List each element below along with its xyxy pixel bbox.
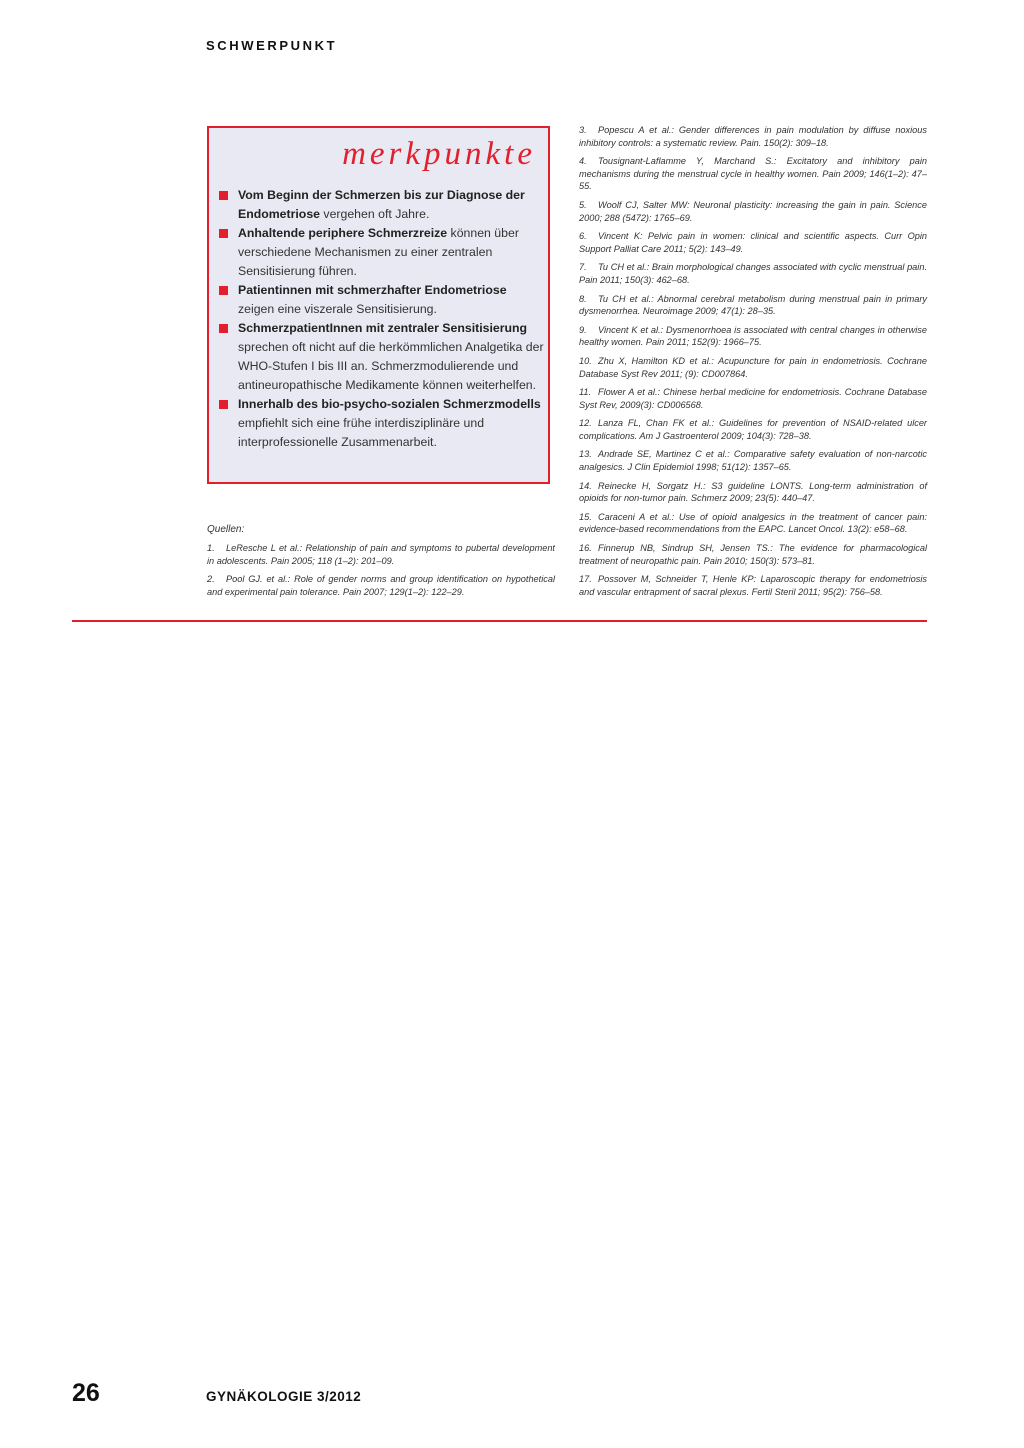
reference-text: Flower A et al.: Chinese herbal medicine for endometriosis. Cochrane Database Syst Rev, 2009(3): CD006568. [579,387,927,410]
reference-number: 13. [579,449,592,460]
reference-text: Possover M, Schneider T, Henle KP: Laparoscopic therapy for endometriosis and vascular entrapment of sacral plexus. Fertil Steril 2011; 95(2): 756–58. [579,574,927,597]
reference-item [579,417,927,442]
reference-text: Tu CH et al.: Abnormal cerebral metabolism during menstrual pain in primary dysmenorrhea. Neuroimage 2009; 47(1): 28–35. [579,293,927,317]
reference-number: 5. [579,199,587,210]
reference-number: 9. [579,324,587,335]
key-point [219,395,544,452]
divider-rule [72,620,927,622]
reference-text: Vincent K: Pelvic pain in women: clinical and scientific aspects. Curr Opin Support Palliat Care 2011; 5(2): 143–49. [579,231,927,254]
reference-item [579,261,927,286]
reference-text: LeResche L et al.: Relationship of pain and symptoms to pubertal development in adolescents. Pain 2005; 118 (1–2): 201–09. [207,543,555,566]
key-point [219,319,544,395]
square-bullet-icon [219,324,228,333]
reference-item [579,573,927,598]
reference-number: 10. [579,355,592,366]
reference-number: 15. [579,511,592,522]
reference-number: 8. [579,293,587,304]
reference-number: 6. [579,231,587,242]
reference-number: 17. [579,574,592,585]
reference-text: Popescu A et al.: Gender differences in pain modulation by diffuse noxious inhibitory controls: a systematic review. Pain. 150(2): 309–18. [579,125,927,148]
reference-item [579,324,927,349]
key-points-box [207,126,550,484]
reference-text: Andrade SE, Martinez C et al.: Comparative safety evaluation of non-narcotic analgesics. J Clin Epidemiol 1998; 51(12): 1357–65. [579,449,927,473]
key-point-bold: Innerhalb des bio-psycho-sozialen Schmerzmodells [238,397,541,411]
reference-number: 12. [579,418,592,429]
key-point-bold: Patientinnen mit schmerzhafter Endometriose [238,283,507,297]
key-point-text: können über verschiedene Mechanismen zu einer zentralen Sensitisierung führen. [238,226,519,278]
reference-item [579,480,927,505]
page-number: 26 [72,1379,100,1407]
reference-text: Vincent K et al.: Dysmenorrhoea is associated with central changes in otherwise healthy women. Pain 2011; 152(9): 1966–75. [579,324,927,348]
reference-number: 4. [579,156,587,167]
reference-item [579,230,927,255]
reference-text: Caraceni A et al.: Use of opioid analgesics in the treatment of cancer pain: evidence-based recommendations from the EAPC. Lancet Oncol. 13(2): e58–68. [579,511,927,535]
reference-text: Tu CH et al.: Brain morphological changes associated with cyclic menstrual pain. Pain 2011; 150(3): 462–68. [579,262,927,285]
reference-item [579,448,927,473]
reference-item [579,355,927,380]
reference-text: Zhu X, Hamilton KD et al.: Acupuncture for pain in endometriosis. Cochrane Database Syst Rev 2011; (9): CD007864. [579,355,927,379]
key-point-text: zeigen eine viszerale Sensitisierung. [238,302,437,316]
key-point-text: sprechen oft nicht auf die herkömmlichen Analgetika der WHO-Stufen I bis III an. Schmerzmodulierende und antineuropathische Medikamente können weiterhelfen. [238,340,544,392]
section-label: SCHWERPUNKT [206,38,338,53]
references-right [579,124,927,604]
reference-text: Tousignant-Laflamme Y, Marchand S.: Excitatory and inhibitory pain mechanisms during the menstrual cycle in healthy women. Pain 2009; 146(1–2): 47–55. [579,156,927,192]
references-title: Quellen: [207,524,245,535]
reference-item [579,199,927,224]
reference-item [207,542,555,567]
square-bullet-icon [219,191,228,200]
references-left [207,542,555,604]
reference-number: 16. [579,543,592,554]
reference-number: 2. [207,574,215,585]
reference-text: Reinecke H, Sorgatz H.: S3 guideline LONTS. Long-term administration of opioids for non-tumor pain. Schmerz 2009; 23(5): 440–47. [579,480,927,504]
key-point [219,224,544,281]
reference-number: 7. [579,262,587,273]
journal-name: GYNÄKOLOGIE 3/2012 [206,1389,362,1404]
reference-number: 14. [579,480,592,491]
key-point-bold: SchmerzpatientInnen mit zentraler Sensitisierung [238,321,528,335]
key-point-text: vergehen oft Jahre. [320,207,430,221]
key-point-bold: Vom Beginn der Schmerzen bis zur Diagnose der Endometriose [238,188,525,221]
reference-item [579,124,927,149]
reference-text: Finnerup NB, Sindrup SH, Jensen TS.: The evidence for pharmacological treatment of neuropathic pain. Pain 2010; 150(3): 573–81. [579,543,927,566]
reference-item [579,542,927,567]
reference-item [207,573,555,598]
key-points-title: merkpunkte [342,136,536,172]
reference-number: 3. [579,125,587,135]
reference-text: Lanza FL, Chan FK et al.: Guidelines for prevention of NSAID-related ulcer complications. Am J Gastroenterol 2009; 104(3): 728–38. [579,418,927,441]
reference-text: Woolf CJ, Salter MW: Neuronal plasticity: increasing the gain in pain. Science 2000; 288 (5472): 1765–69. [579,199,927,223]
key-points-list [219,186,544,452]
reference-item [579,511,927,536]
key-point [219,186,544,224]
reference-text: Pool GJ. et al.: Role of gender norms and group identification on hypothetical and experimental pain tolerance. Pain 2007; 129(1–2): 122–29. [207,574,555,597]
reference-item [579,155,927,193]
square-bullet-icon [219,400,228,409]
reference-item [579,293,927,318]
key-point-text: empfiehlt sich eine frühe interdisziplinäre und interprofessionelle Zusammenarbeit. [238,416,485,449]
key-point [219,281,544,319]
key-point-bold: Anhaltende periphere Schmerzreize [238,226,448,240]
reference-number: 11. [579,387,592,398]
reference-item [579,386,927,411]
square-bullet-icon [219,286,228,295]
reference-number: 1. [207,543,215,553]
square-bullet-icon [219,229,228,238]
